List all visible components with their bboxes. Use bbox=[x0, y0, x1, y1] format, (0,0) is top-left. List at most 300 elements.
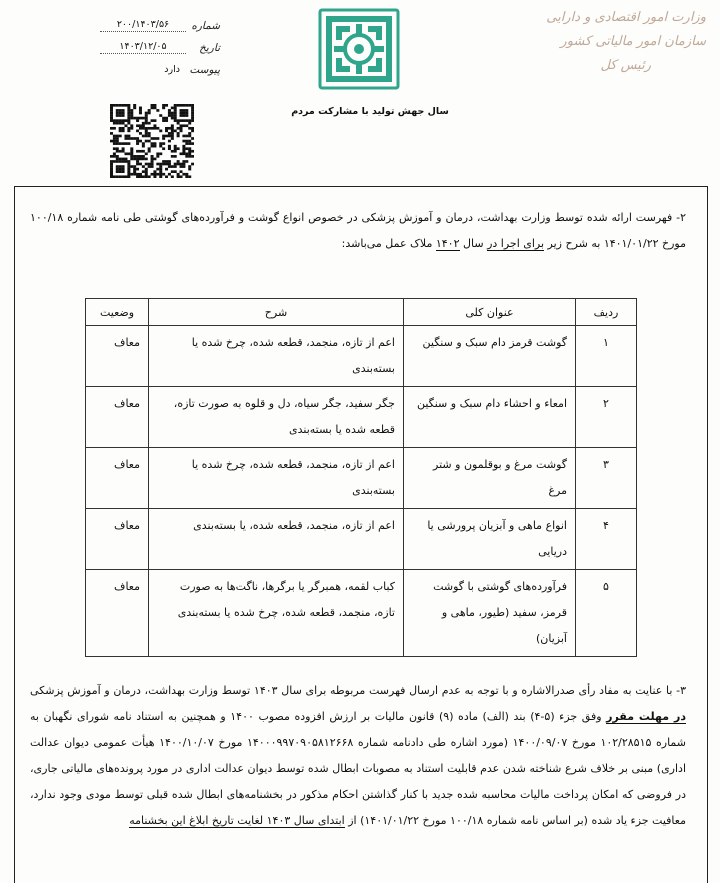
qr-module bbox=[177, 135, 180, 138]
qr-module bbox=[182, 112, 185, 115]
qr-module bbox=[122, 142, 125, 145]
qr-module bbox=[168, 160, 171, 163]
qr-module bbox=[182, 109, 185, 112]
qr-module bbox=[185, 104, 188, 107]
qr-module bbox=[142, 122, 145, 125]
qr-module bbox=[156, 155, 159, 158]
qr-module bbox=[122, 168, 125, 171]
qr-module bbox=[159, 130, 162, 133]
qr-module bbox=[116, 170, 119, 173]
qr-module bbox=[113, 160, 116, 163]
qr-module bbox=[122, 147, 125, 150]
qr-module bbox=[165, 130, 168, 133]
qr-module bbox=[139, 117, 142, 120]
qr-module bbox=[145, 173, 148, 176]
section-2-text-b: سال bbox=[459, 237, 488, 250]
qr-module bbox=[174, 114, 177, 117]
qr-module bbox=[122, 170, 125, 173]
qr-module bbox=[191, 127, 194, 130]
header-description: شرح bbox=[149, 299, 404, 326]
qr-module bbox=[188, 152, 191, 155]
qr-module bbox=[122, 158, 125, 161]
qr-module bbox=[153, 175, 156, 178]
qr-module bbox=[174, 150, 177, 153]
qr-module bbox=[127, 112, 130, 115]
qr-module bbox=[162, 135, 165, 138]
qr-module bbox=[180, 114, 183, 117]
qr-module bbox=[116, 142, 119, 145]
qr-module bbox=[136, 117, 139, 120]
qr-module bbox=[119, 165, 122, 168]
qr-module bbox=[113, 127, 116, 130]
qr-module bbox=[113, 140, 116, 143]
qr-module bbox=[156, 168, 159, 171]
qr-module bbox=[127, 168, 130, 171]
qr-module bbox=[116, 165, 119, 168]
qr-module bbox=[130, 117, 133, 120]
qr-module bbox=[127, 119, 130, 122]
qr-module bbox=[142, 117, 145, 120]
qr-module bbox=[168, 165, 171, 168]
qr-module bbox=[145, 163, 148, 166]
qr-module bbox=[162, 147, 165, 150]
qr-module bbox=[171, 117, 174, 120]
qr-module bbox=[116, 122, 119, 125]
qr-module bbox=[171, 175, 174, 178]
qr-module bbox=[119, 122, 122, 125]
qr-module bbox=[145, 168, 148, 171]
qr-module bbox=[171, 112, 174, 115]
qr-module bbox=[171, 165, 174, 168]
qr-module bbox=[191, 137, 194, 140]
qr-module bbox=[124, 158, 127, 161]
qr-module bbox=[174, 130, 177, 133]
qr-module bbox=[113, 135, 116, 138]
qr-module bbox=[182, 124, 185, 127]
qr-module bbox=[151, 173, 154, 176]
qr-module bbox=[153, 173, 156, 176]
qr-module bbox=[130, 150, 133, 153]
qr-module bbox=[188, 104, 191, 107]
qr-module bbox=[127, 165, 130, 168]
qr-module bbox=[133, 117, 136, 120]
qr-module bbox=[174, 104, 177, 107]
qr-module bbox=[145, 127, 148, 130]
qr-module bbox=[159, 145, 162, 148]
qr-module bbox=[177, 175, 180, 178]
qr-module bbox=[151, 155, 154, 158]
table-cell-title: گوشت قرمز دام سبک و سنگین bbox=[404, 326, 576, 387]
qr-module bbox=[188, 132, 191, 135]
org-line-ministry: وزارت امور اقتصادی و دارایی bbox=[546, 10, 706, 25]
qr-module bbox=[133, 158, 136, 161]
qr-module bbox=[191, 114, 194, 117]
table-cell-status: معاف bbox=[86, 387, 149, 448]
qr-module bbox=[142, 158, 145, 161]
qr-module bbox=[124, 104, 127, 107]
org-line-tax-organization: سازمان امور مالیاتی کشور bbox=[560, 34, 706, 49]
qr-module bbox=[142, 175, 145, 178]
qr-module bbox=[133, 137, 136, 140]
qr-module bbox=[185, 114, 188, 117]
qr-module bbox=[153, 127, 156, 130]
table-cell-status: معاف bbox=[86, 326, 149, 387]
qr-module bbox=[148, 127, 151, 130]
qr-module bbox=[171, 114, 174, 117]
qr-module bbox=[182, 147, 185, 150]
qr-module bbox=[185, 109, 188, 112]
qr-module bbox=[156, 127, 159, 130]
qr-module bbox=[142, 170, 145, 173]
table-cell-row-number: ۴ bbox=[576, 509, 637, 570]
qr-module bbox=[182, 173, 185, 176]
qr-module bbox=[159, 175, 162, 178]
qr-module bbox=[119, 104, 122, 107]
qr-module bbox=[110, 160, 113, 163]
qr-module bbox=[122, 130, 125, 133]
qr-module bbox=[136, 130, 139, 133]
table-row bbox=[86, 326, 637, 387]
qr-module bbox=[119, 150, 122, 153]
qr-module bbox=[127, 175, 130, 178]
qr-module bbox=[113, 147, 116, 150]
qr-module bbox=[171, 107, 174, 110]
qr-module bbox=[177, 127, 180, 130]
qr-module bbox=[180, 130, 183, 133]
qr-module bbox=[159, 142, 162, 145]
section-2-paragraph bbox=[30, 205, 686, 257]
qr-module bbox=[185, 119, 188, 122]
qr-module bbox=[168, 163, 171, 166]
qr-module bbox=[127, 170, 130, 173]
qr-module bbox=[162, 160, 165, 163]
qr-module bbox=[136, 160, 139, 163]
qr-module bbox=[188, 119, 191, 122]
qr-module bbox=[180, 165, 183, 168]
qr-module bbox=[139, 163, 142, 166]
qr-module bbox=[188, 122, 191, 125]
qr-module bbox=[130, 112, 133, 115]
qr-module bbox=[110, 163, 113, 166]
letter-date-row bbox=[100, 32, 220, 54]
qr-module bbox=[153, 158, 156, 161]
qr-module bbox=[191, 109, 194, 112]
table-row bbox=[86, 570, 637, 657]
qr-module bbox=[153, 107, 156, 110]
qr-module bbox=[191, 119, 194, 122]
qr-module bbox=[180, 104, 183, 107]
qr-module bbox=[177, 122, 180, 125]
qr-module bbox=[171, 150, 174, 153]
qr-module bbox=[188, 135, 191, 138]
qr-module bbox=[116, 168, 119, 171]
qr-module bbox=[116, 175, 119, 178]
qr-module bbox=[145, 135, 148, 138]
qr-module bbox=[116, 150, 119, 153]
qr-module bbox=[171, 155, 174, 158]
qr-module bbox=[139, 112, 142, 115]
qr-module bbox=[136, 158, 139, 161]
table-cell-description: کباب لقمه، همبرگر یا برگرها، ناگت‌ها به صورت تازه، منجمد، قطعه شده، چرخ شده یا بسته‌بندی bbox=[149, 570, 404, 657]
section-3-text-a: ۳- با عنایت به مفاد رأی صدرالاشاره و با توجه به عدم ارسال فهرست مربوطه برای سال ۱۴۰۳ توسط وزارت بهداشت، درمان و آموزش پزشکی bbox=[30, 684, 686, 697]
qr-module bbox=[188, 168, 191, 171]
qr-module bbox=[177, 119, 180, 122]
qr-module bbox=[127, 142, 130, 145]
qr-module bbox=[122, 165, 125, 168]
table-cell-title: فرآورده‌های گوشتی با گوشت قرمز، سفید (طیور، ماهی و آبزیان) bbox=[404, 570, 576, 657]
qr-module bbox=[124, 137, 127, 140]
qr-module bbox=[110, 168, 113, 171]
qr-module bbox=[110, 140, 113, 143]
qr-module bbox=[122, 122, 125, 125]
qr-module bbox=[142, 145, 145, 148]
qr-module bbox=[119, 135, 122, 138]
qr-module bbox=[148, 175, 151, 178]
qr-module bbox=[110, 109, 113, 112]
qr-module bbox=[168, 135, 171, 138]
qr-module bbox=[127, 127, 130, 130]
letter-date-label: تاریخ bbox=[199, 42, 220, 54]
qr-module bbox=[133, 165, 136, 168]
qr-module bbox=[145, 158, 148, 161]
qr-module bbox=[153, 145, 156, 148]
qr-module bbox=[145, 130, 148, 133]
qr-module bbox=[145, 112, 148, 115]
qr-module bbox=[188, 147, 191, 150]
attachment-value: دارد bbox=[164, 64, 180, 75]
qr-module bbox=[124, 119, 127, 122]
qr-module bbox=[130, 165, 133, 168]
qr-module bbox=[119, 160, 122, 163]
qr-module bbox=[116, 114, 119, 117]
qr-module bbox=[168, 132, 171, 135]
qr-module bbox=[110, 155, 113, 158]
qr-module bbox=[165, 135, 168, 138]
qr-module bbox=[133, 173, 136, 176]
qr-module bbox=[162, 119, 165, 122]
qr-module bbox=[124, 175, 127, 178]
header-status: وضعیت bbox=[86, 299, 149, 326]
qr-module bbox=[168, 127, 171, 130]
qr-module bbox=[139, 140, 142, 143]
qr-module bbox=[171, 137, 174, 140]
letter-number-value: ۲۰۰/۱۴۰۳/۵۶ bbox=[100, 19, 186, 32]
qr-module bbox=[153, 119, 156, 122]
qr-module bbox=[139, 132, 142, 135]
qr-module bbox=[182, 150, 185, 153]
qr-module bbox=[110, 127, 113, 130]
qr-module bbox=[159, 165, 162, 168]
qr-module bbox=[151, 142, 154, 145]
qr-module bbox=[148, 140, 151, 143]
table-cell-description: اعم از تازه، منجمد، قطعه شده، چرخ شده یا بسته‌بندی bbox=[149, 448, 404, 509]
qr-module bbox=[177, 163, 180, 166]
organization-header bbox=[486, 6, 706, 78]
qr-module bbox=[151, 163, 154, 166]
qr-module bbox=[145, 122, 148, 125]
qr-module bbox=[139, 158, 142, 161]
qr-module bbox=[145, 132, 148, 135]
table-row bbox=[86, 509, 637, 570]
qr-module bbox=[136, 168, 139, 171]
qr-module bbox=[116, 140, 119, 143]
qr-module bbox=[127, 107, 130, 110]
qr-module bbox=[122, 104, 125, 107]
qr-module bbox=[142, 155, 145, 158]
qr-module bbox=[116, 135, 119, 138]
qr-module bbox=[177, 173, 180, 176]
qr-module bbox=[180, 119, 183, 122]
qr-module bbox=[119, 127, 122, 130]
qr-module bbox=[159, 168, 162, 171]
qr-module bbox=[177, 160, 180, 163]
qr-module bbox=[153, 137, 156, 140]
table-cell-status: معاف bbox=[86, 509, 149, 570]
qr-module bbox=[119, 109, 122, 112]
qr-module bbox=[188, 155, 191, 158]
qr-module bbox=[191, 163, 194, 166]
qr-module bbox=[191, 150, 194, 153]
qr-module bbox=[136, 142, 139, 145]
qr-module bbox=[185, 160, 188, 163]
qr-module bbox=[185, 155, 188, 158]
qr-module bbox=[177, 132, 180, 135]
qr-module bbox=[127, 117, 130, 120]
qr-code bbox=[110, 104, 194, 178]
qr-module bbox=[136, 155, 139, 158]
qr-module bbox=[165, 104, 168, 107]
qr-module bbox=[165, 175, 168, 178]
qr-module bbox=[151, 160, 154, 163]
qr-module bbox=[156, 109, 159, 112]
qr-module bbox=[145, 175, 148, 178]
qr-module bbox=[136, 140, 139, 143]
section-3-underlined-period: ابتدای سال ۱۴۰۳ لغایت تاریخ ابلاغ این بخشنامه bbox=[129, 814, 345, 827]
qr-module bbox=[156, 152, 159, 155]
qr-module bbox=[151, 158, 154, 161]
qr-module bbox=[133, 104, 136, 107]
qr-module bbox=[133, 107, 136, 110]
qr-module bbox=[159, 114, 162, 117]
qr-module bbox=[191, 155, 194, 158]
qr-module bbox=[162, 117, 165, 120]
qr-module bbox=[174, 170, 177, 173]
qr-module bbox=[119, 175, 122, 178]
qr-module bbox=[180, 175, 183, 178]
qr-module bbox=[127, 163, 130, 166]
qr-module bbox=[165, 119, 168, 122]
qr-module bbox=[182, 140, 185, 143]
qr-module bbox=[110, 114, 113, 117]
qr-module bbox=[122, 114, 125, 117]
qr-module bbox=[168, 109, 171, 112]
qr-module bbox=[174, 145, 177, 148]
qr-module bbox=[119, 114, 122, 117]
qr-module bbox=[119, 119, 122, 122]
qr-module bbox=[174, 163, 177, 166]
letter-reference-block bbox=[100, 10, 220, 76]
header-row-number: ردیف bbox=[576, 299, 637, 326]
qr-module bbox=[122, 175, 125, 178]
qr-module bbox=[162, 104, 165, 107]
qr-module bbox=[151, 107, 154, 110]
qr-module bbox=[130, 124, 133, 127]
qr-module bbox=[139, 175, 142, 178]
qr-module bbox=[130, 158, 133, 161]
qr-module bbox=[148, 163, 151, 166]
qr-module bbox=[142, 124, 145, 127]
qr-module bbox=[122, 109, 125, 112]
qr-module bbox=[116, 119, 119, 122]
qr-module bbox=[168, 173, 171, 176]
qr-module bbox=[185, 112, 188, 115]
qr-module bbox=[174, 119, 177, 122]
qr-module bbox=[171, 124, 174, 127]
qr-module bbox=[119, 112, 122, 115]
qr-module bbox=[133, 155, 136, 158]
qr-module bbox=[156, 137, 159, 140]
qr-module bbox=[110, 175, 113, 178]
qr-module bbox=[110, 112, 113, 115]
qr-module bbox=[182, 163, 185, 166]
qr-module bbox=[119, 130, 122, 133]
table-cell-title: انواع ماهی و آبزیان پرورشی یا دریایی bbox=[404, 509, 576, 570]
table-header-row bbox=[86, 299, 637, 326]
qr-module bbox=[110, 165, 113, 168]
table-cell-description: اعم از تازه، منجمد، قطعه شده، یا بسته‌بندی bbox=[149, 509, 404, 570]
qr-module bbox=[142, 165, 145, 168]
qr-module bbox=[113, 137, 116, 140]
qr-module bbox=[153, 124, 156, 127]
table-cell-row-number: ۱ bbox=[576, 326, 637, 387]
qr-module bbox=[136, 173, 139, 176]
qr-module bbox=[191, 142, 194, 145]
section-2-text-c: ملاک عمل می‌باشد: bbox=[341, 237, 436, 250]
qr-module bbox=[174, 109, 177, 112]
qr-module bbox=[113, 155, 116, 158]
qr-module bbox=[110, 170, 113, 173]
qr-module bbox=[136, 137, 139, 140]
table-cell-description: جگر سفید، جگر سیاه، دل و قلوه به صورت تازه، قطعه شده یا بسته‌بندی bbox=[149, 387, 404, 448]
qr-module bbox=[156, 163, 159, 166]
qr-module bbox=[165, 127, 168, 130]
table-cell-row-number: ۳ bbox=[576, 448, 637, 509]
qr-module bbox=[133, 170, 136, 173]
section-2-underlined-for-execution: برای اجرا در bbox=[487, 237, 545, 250]
qr-module bbox=[180, 152, 183, 155]
qr-module bbox=[188, 127, 191, 130]
section-3-bold-deadline: در مهلت مقرر bbox=[606, 710, 686, 723]
qr-module bbox=[116, 112, 119, 115]
qr-module bbox=[148, 150, 151, 153]
qr-module bbox=[142, 150, 145, 153]
qr-module bbox=[165, 163, 168, 166]
attachment-row bbox=[100, 54, 220, 76]
qr-module bbox=[162, 142, 165, 145]
qr-module bbox=[188, 142, 191, 145]
qr-module bbox=[185, 147, 188, 150]
qr-module bbox=[156, 173, 159, 176]
qr-module bbox=[168, 140, 171, 143]
qr-module bbox=[124, 135, 127, 138]
qr-module bbox=[174, 107, 177, 110]
qr-module bbox=[130, 152, 133, 155]
qr-module bbox=[116, 104, 119, 107]
table-cell-row-number: ۲ bbox=[576, 387, 637, 448]
qr-module bbox=[145, 170, 148, 173]
table-cell-description: اعم از تازه، منجمد، قطعه شده، چرخ شده یا بسته‌بندی bbox=[149, 326, 404, 387]
qr-module bbox=[174, 165, 177, 168]
